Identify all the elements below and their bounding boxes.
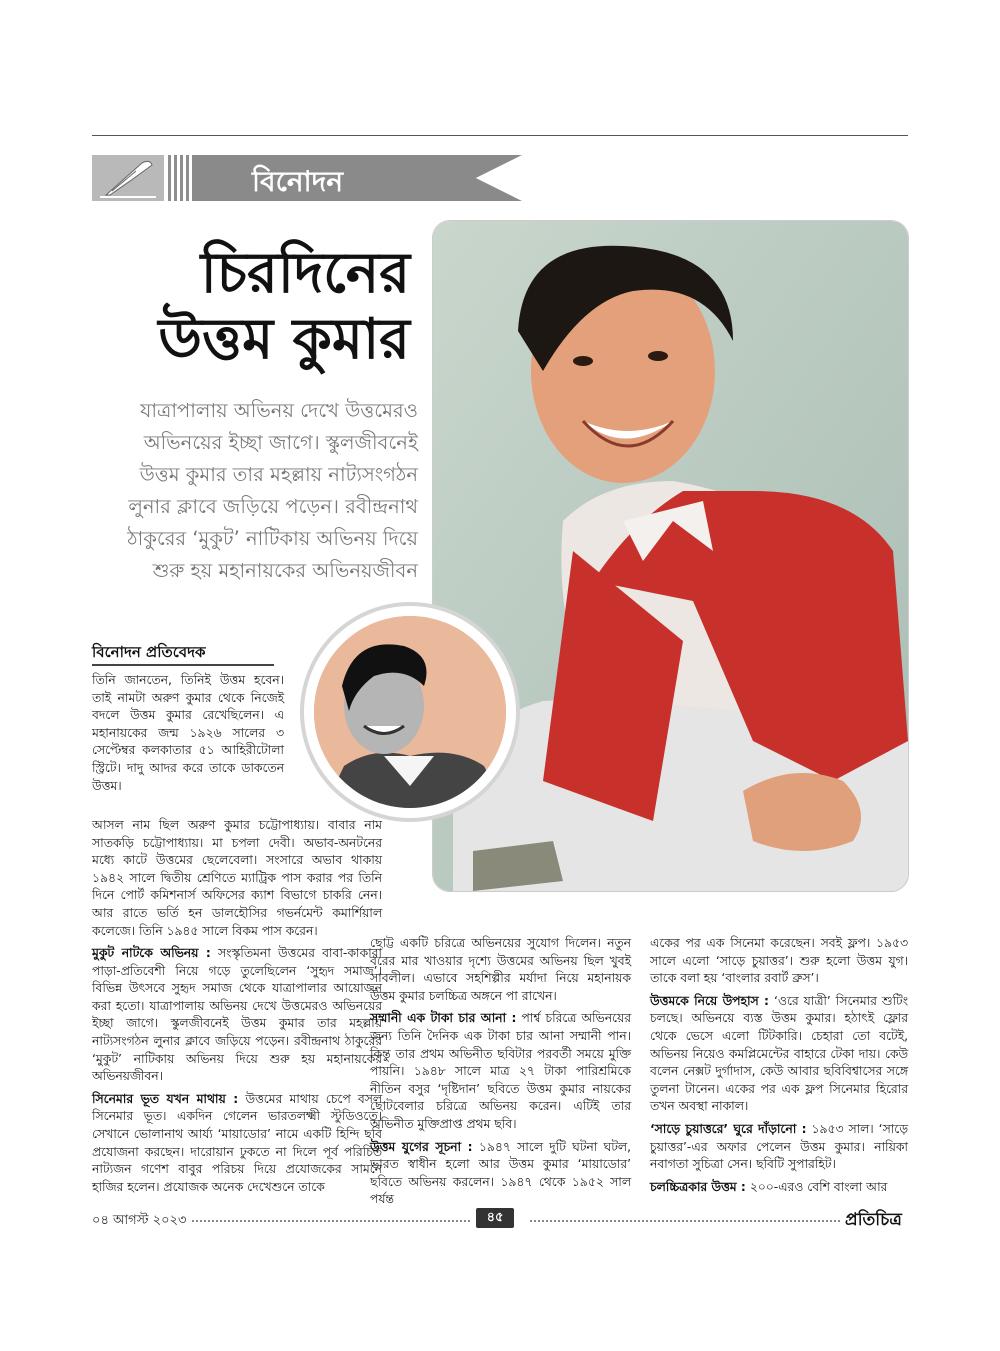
paragraph — [370, 1139, 631, 1209]
paragraph-text: ১৯৪৭ সালে দুটি ঘটনা ঘটল, ভারত স্বাধীন হলো আর উত্তম কুমার ‘মায়াডোর’ ছবিতে অভিনয় করলেন। ১৯৪৭ থেকে ১৯৫২ সাল পর্যন্ত — [370, 1139, 631, 1207]
main-photo — [432, 220, 909, 892]
subheading: চলচ্চিত্রকার উত্তম : — [650, 1179, 746, 1194]
subheading: উত্তমকে নিয়ে উপহাস : — [650, 993, 769, 1008]
paragraph-text: একের পর এক সিনেমা করেছেন। সবই ফ্লপ। ১৯৫৩ সালে এলো ‘সাড়ে চুয়াত্তর’। শুরু হলো উত্তম যুগ। তাকে বলা হয় ‘বাংলার রবার্ট ব্রুস’। — [650, 936, 908, 986]
column-1 — [92, 945, 382, 1201]
paragraph — [92, 945, 382, 1086]
paragraph-text: সংস্কৃতিমনা উত্তমের বাবা-কাকারা পাড়া-প্রতিবেশী নিয়ে গড়ে তুলেছিলেন ‘সুহৃদ সমাজ’। বিভিন্ন উৎসবে সুহৃদ সমাজ থেকে যাত্রাপালার আয়োজন করা হতো। যাত্রাপালায় অভিনয় দেখে উত্তমেরও অভিনয়ের ইচ্ছা জাগে। স্কুলজীবনেই উত্তম কুমার তার মহল্লায় নাট্যসংগঠন লুনার ক্লাবে জড়িয়ে পড়েন। রবীন্দ্রনাথ ঠাকুরের ‘মুকুট’ নাটিকায় অভিনয় দিয়ে শুরু হয় মহানায়কের অভিনয়জীবন। — [92, 946, 382, 1084]
quill-box — [92, 155, 164, 201]
subheading: সম্মানী এক টাকা চার আনা : — [370, 1011, 517, 1026]
publication-logo: প্রতিচিত্র — [845, 1210, 902, 1230]
paragraph-text: ছোট্ট একটি চরিত্রে অভিনয়ের সুযোগ দিলেন। নতুন বরের মার খাওয়ার দৃশ্যে উত্তমের অভিনয় ছিল খুবই সাবলীল। এভাবে সহশিল্পীর মর্যাদা নিয়ে মহানায়ক উত্তম কুমার চলচ্চিত্র অঙ্গনে পা রাখেন। — [370, 936, 631, 1003]
paragraph — [650, 1179, 908, 1197]
paragraph — [92, 1091, 382, 1197]
paragraph — [650, 993, 908, 1116]
inset-photo-frame — [300, 602, 520, 822]
lead-paragraph-narrow: তিনি জানতেন, তিনিই উত্তম হবেন। তাই নামটা অরুণ কুমার থেকে নিজেই বদলে উত্তম কুমার রেখেছিলেন। এ মহানায়কের জন্ম ১৯২৬ সালের ৩ সেপ্টেম্বর কলকাতার ৫১ আহিরীটোলা স্ট্রিটে। দাদু আদর করে তাকে ডাকতেন উত্তম। — [92, 673, 284, 793]
headline-line-1: চিরদিনের — [200, 240, 410, 306]
footer-dotted-rule — [192, 1220, 470, 1222]
paragraph-text: ২০০-এরও বেশি বাংলা আর — [745, 1179, 888, 1194]
header-band — [192, 155, 522, 201]
paragraph — [650, 935, 908, 988]
paragraph-text: ১৯৫৩ সাল। ‘সাড়ে চুয়াত্তর’-এর অফার পেলেন উত্তম কুমার। নায়িকা নবাগতা সুচিত্রা সেন। ছবিটি সুপারহিট। — [650, 1121, 908, 1172]
byline: বিনোদন প্রতিবেদক — [92, 643, 206, 661]
paragraph-text: পার্শ্ব চরিত্রে অভিনয়ের জন্য তিনি দৈনিক এক টাকা চার আনা সম্মানী পান। কিন্তু তার প্রথম অভিনীত ছবিটার পরবর্তী সময়ে মুক্তি পায়নি। ১৯৪৮ সালে মাত্র ২৭ টাকা পারিশ্রমিকে নীতিন বসুর ‘দৃষ্টিদান’ ছবিতে উত্তম কুমার নায়কের ছোটবেলার চরিত্রে অভিনয় করেন। এটিই তার অভিনীত মুক্তিপ্রাপ্ত প্রথম ছবি। — [370, 1011, 631, 1131]
paragraph — [650, 1121, 908, 1174]
paragraph-text: উত্তমের মাথায় চেপে বসল সিনেমার ভূত। একদিন গেলেন ভারতলক্ষ্মী স্টুডিওতে। সেখানে ভোলানাথ আর্য্য ‘মায়াডোর’ নামে একটি হিন্দি ছবি প্রযোজনা করছেন। দারোয়ান ঢুকতে না দিলে পূর্ব পরিচিত নাট্যজন গণেশ বাবুর পরিচয় দিয়ে প্রযোজকের সামনে হাজির হলেন। প্রযোজক অনেক দেখেশুনে তাকে — [92, 1091, 382, 1194]
top-rule — [92, 135, 908, 136]
page-number: ৪৫ — [476, 1208, 514, 1228]
byline-rule — [92, 664, 274, 666]
portrait-illustration — [433, 221, 908, 891]
headline — [158, 240, 410, 372]
footer-dotted-rule — [530, 1220, 840, 1222]
paragraph-text: ‘ওরে যাত্রী’ সিনেমার শুটিং চলছে। অভিনয়ে ব্যস্ত উত্তম কুমার। হঠাৎই ফ্লোর থেকে ভেসে এলো টিটকারি। চেহারা তো বটেই, অভিনয় নিয়েও কমপ্লিমেন্টের বাহারে টেকা দায়। কেউ বলেন নেক্সট দুর্গাদাস, কেউ আবার ছবিবিশ্বাসের সঙ্গে তুলনা টানেন। একের পর এক ফ্লপ সিনেমার হিরোর তখন অবস্থা নাকাল। — [650, 993, 909, 1114]
lead-paragraph-wide: আসল নাম ছিল অরুণ কুমার চট্টোপাধ্যায়। বাবার নাম সাতকড়ি চট্টোপাধ্যায়। মা চপলা দেবী। অভাব-অনটনের মধ্যে কাটে উত্তমের ছেলেবেলা। সংসারে অভাব থাকায় ১৯৪২ সালে দ্বিতীয় শ্রেণিতে ম্যাট্রিক পাস করার পর তিনি দিনে পোর্ট কমিশনার্স অফিসের ক্যাশ বিভাগে চাকরি নেন। আর রাতে ভর্তি হন ডালহৌসির গভর্নমেন্ট কমার্শিয়াল কলেজে। তিনি ১৯৪৫ সালে বিকম পাস করেন। — [92, 818, 382, 938]
quill-pen-icon — [92, 155, 164, 201]
header-stripes — [168, 155, 190, 201]
paragraph — [370, 935, 631, 1005]
subheading: উত্তম যুগের সূচনা : — [370, 1139, 473, 1154]
section-title: বিনোদন — [252, 165, 344, 198]
inset-photo — [314, 616, 506, 808]
subheading: সিনেমার ভূত যখন মাথায় : — [92, 1091, 239, 1106]
column-2 — [370, 935, 631, 1214]
section-header — [92, 155, 522, 201]
footer-date: ০৪ আগস্ট ২০২৩ — [92, 1213, 187, 1228]
subheading: ‘সাড়ে চুয়াত্তরে’ ঘুরে দাঁড়ানো : — [650, 1121, 807, 1136]
headline-line-2: উত্তম কুমার — [158, 306, 410, 372]
subheadline: যাত্রাপালায় অভিনয় দেখে উত্তমেরও অভিনয়ের ইচ্ছা জাগে। স্কুলজীবনেই উত্তম কুমার তার মহল্লায় নাট্যসংগঠন লুনার ক্লাবে জড়িয়ে পড়েন। রবীন্দ্রনাথ ঠাকুরের ‘মুকুট’ নাটিকায় অভিনয় দিয়ে শুরু হয় মহানায়কের অভিনয়জীবন — [127, 399, 418, 582]
column-3 — [650, 935, 908, 1201]
subheading: মুকুট নাটকে অভিনয় : — [92, 946, 211, 960]
paragraph — [370, 1010, 631, 1133]
inset-portrait-illustration — [314, 616, 506, 808]
